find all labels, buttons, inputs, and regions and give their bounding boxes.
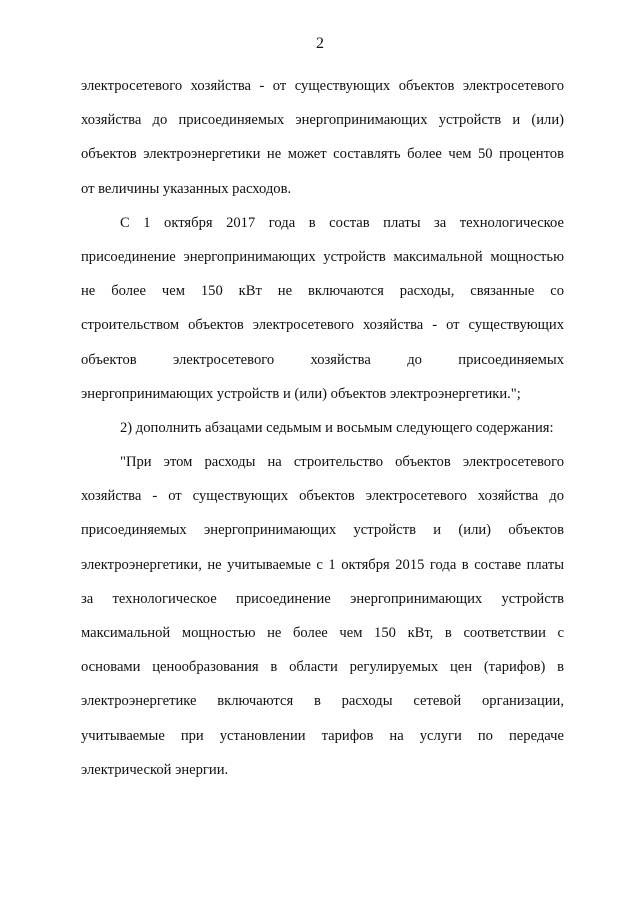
text-line: электроэнергетике включаются в расходы сетевой организации, <box>81 693 564 710</box>
text-line: хозяйства до присоединяемых энергопринимающих устройств и (или) <box>81 112 564 129</box>
text-line: "При этом расходы на строительство объектов электросетевого <box>120 454 564 471</box>
text-line: присоединение энергопринимающих устройств максимальной мощностью <box>81 248 564 265</box>
text-line: объектов электросетевого хозяйства до присоединяемых <box>81 351 564 368</box>
text-line: строительством объектов электросетевого хозяйства - от существующих <box>81 317 564 334</box>
text-line: объектов электроэнергетики не может составлять более чем 50 процентов <box>81 146 564 163</box>
text-line: от величины указанных расходов. <box>81 180 292 197</box>
text-line: хозяйства - от существующих объектов электросетевого хозяйства до <box>81 488 564 505</box>
text-line: 2) дополнить абзацами седьмым и восьмым следующего содержания: <box>120 419 554 436</box>
text-line: присоединяемых энергопринимающих устройств и (или) объектов <box>81 522 564 539</box>
page-number: 2 <box>316 35 324 52</box>
text-line: электрической энергии. <box>81 761 229 778</box>
text-line: учитываемые при установлении тарифов на услуги по передаче <box>81 727 564 744</box>
text-line: электроэнергетики, не учитываемые с 1 октября 2015 года в составе платы <box>81 556 564 573</box>
text-line: за технологическое присоединение энергопринимающих устройств <box>81 590 564 607</box>
text-line: энергопринимающих устройств и (или) объектов электроэнергетики."; <box>81 385 521 402</box>
text-line: максимальной мощностью не более чем 150 кВт, в соответствии с <box>81 625 564 641</box>
text-line: не более чем 150 кВт не включаются расходы, связанные со <box>81 283 564 300</box>
document-body <box>81 69 564 787</box>
text-line: основами ценообразования в области регулируемых цен (тарифов) в <box>81 659 564 676</box>
text-line: С 1 октября 2017 года в состав платы за технологическое <box>120 214 564 231</box>
text-line: электросетевого хозяйства - от существующих объектов электросетевого <box>81 78 564 94</box>
